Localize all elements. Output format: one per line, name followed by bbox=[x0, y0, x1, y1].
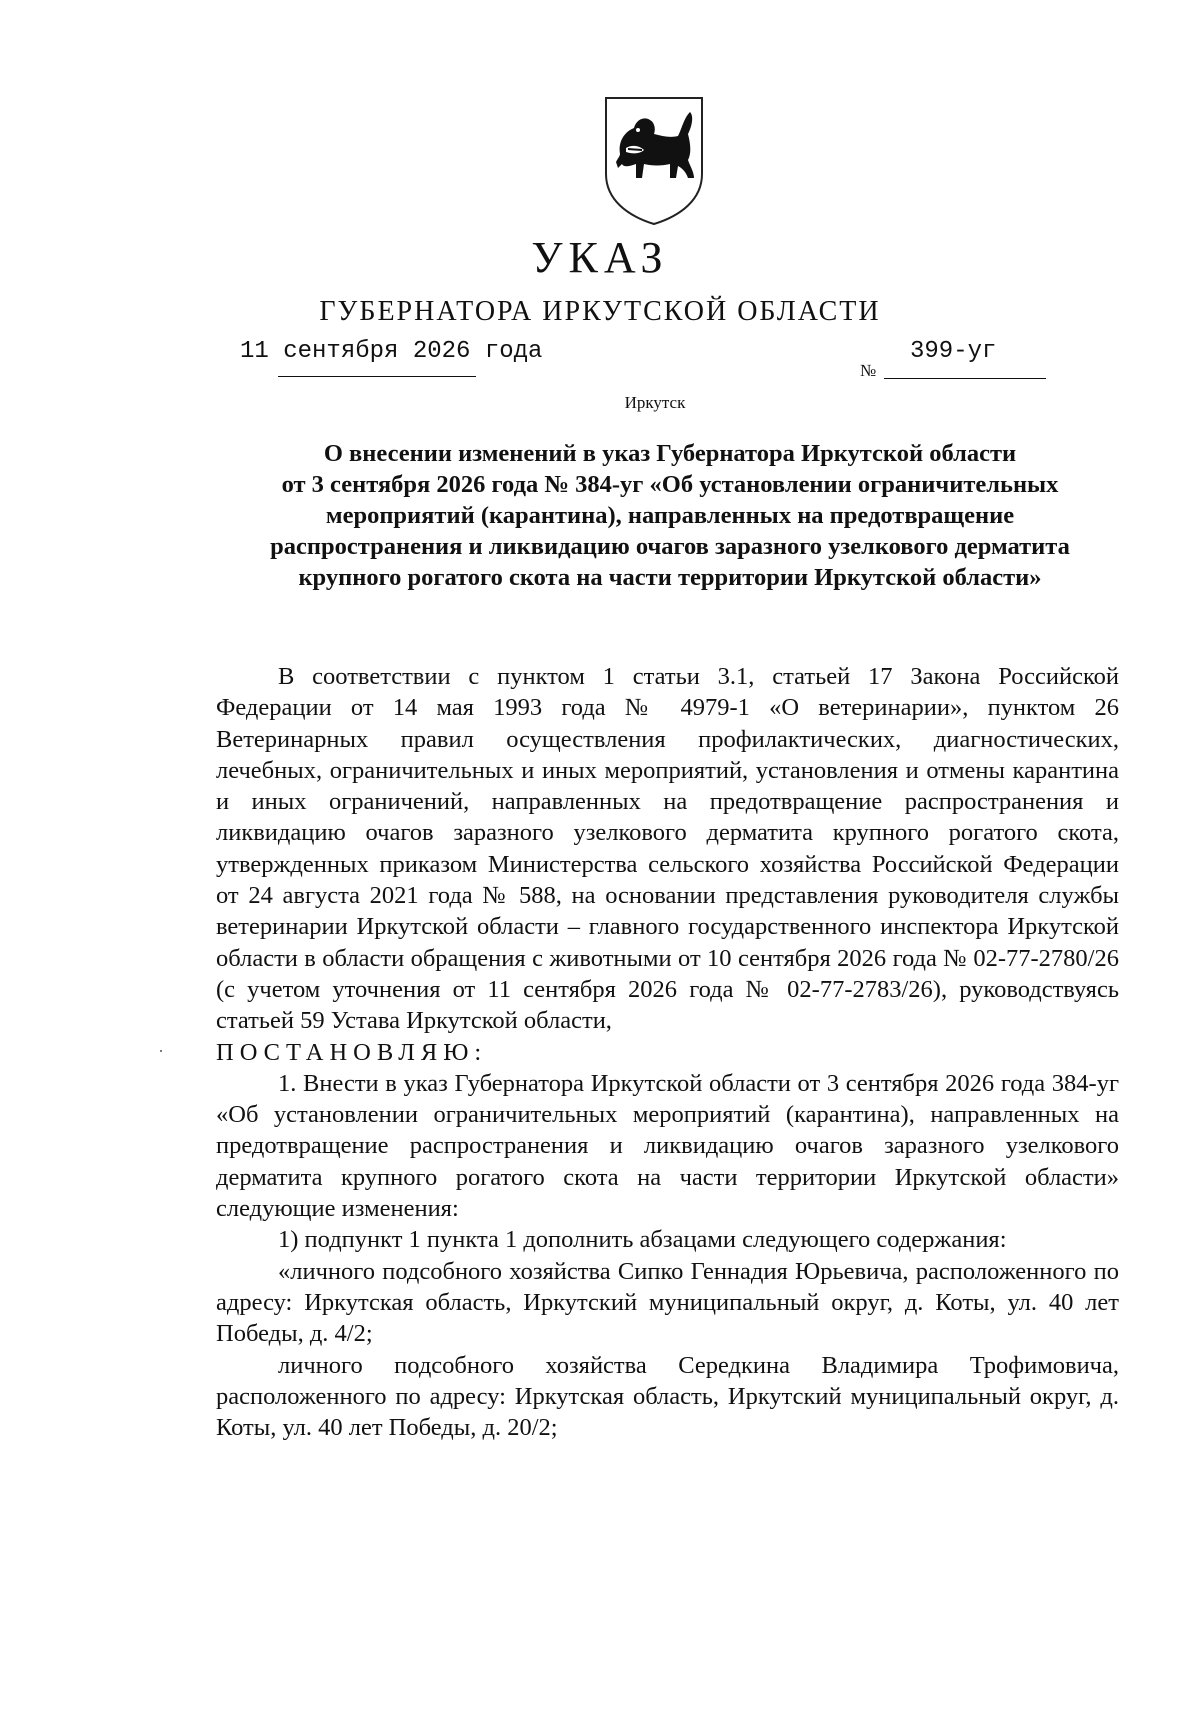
irkutsk-coat-of-arms-icon bbox=[598, 92, 710, 228]
document-body bbox=[216, 661, 1119, 1443]
document-subject bbox=[200, 438, 1140, 593]
number-sign: № bbox=[860, 361, 877, 380]
subject-line: О внесении изменений в указ Губернатора Иркутской области bbox=[323, 440, 1017, 467]
document-date: 11 сентября 2026 года bbox=[240, 338, 543, 365]
subject-line: распространения и ликвидацию очагов заразного узелкового дерматита bbox=[270, 533, 1070, 560]
date-underline bbox=[278, 376, 476, 377]
subitem-1-paragraph: 1) подпункт 1 пункта 1 дополнить абзацами следующего содержания: bbox=[278, 1226, 1007, 1254]
subject-line: мероприятий (карантина), направленных на предотвращение bbox=[325, 502, 1015, 529]
decree-word: ПОСТАНОВЛЯЮ: bbox=[216, 1038, 488, 1066]
document-issuer: ГУБЕРНАТОРА ИРКУТСКОЙ ОБЛАСТИ bbox=[319, 296, 881, 327]
subject-line: от 3 сентября 2026 года № 384-уг «Об установлении ограничительных bbox=[281, 471, 1059, 498]
subject-line: крупного рогатого скота на части территории Иркутской области» bbox=[298, 564, 1042, 591]
item-1-paragraph: 1. Внести в указ Губернатора Иркутской области от 3 сентября 2026 года 384-уг «Об установлении ограничительных мероприятий (карантина), направленных на предотвращение распространения и ликвидацию очагов заразного узелкового дерматита крупного рогатого скота на части территории Иркутской области» следующие изменения: bbox=[216, 1069, 1119, 1223]
document-city: Иркутск bbox=[624, 393, 686, 412]
farm-2-paragraph: личного подсобного хозяйства Середкина Владимира Трофимовича, расположенного по адресу: Иркутская область, Иркутский муниципальный округ, д. Коты, ул. 40 лет Победы, д. 20/2; bbox=[216, 1351, 1119, 1442]
farm-1-paragraph: «личного подсобного хозяйства Сипко Геннадия Юрьевича, расположенного по адресу: Иркутская область, Иркутский муниципальный округ, д. Коты, ул. 40 лет Победы, д. 4/2; bbox=[216, 1257, 1119, 1348]
scan-speck bbox=[160, 1050, 162, 1052]
number-underline bbox=[884, 378, 1046, 379]
document-title: УКАЗ bbox=[531, 233, 669, 282]
preamble-paragraph: В соответствии с пунктом 1 статьи 3.1, статьей 17 Закона Российской Федерации от 14 мая 1993 года № 4979-1 «О ветеринарии», пунктом 26 Ветеринарных правил осуществления профилактических, диагностических, лечебных, ограничительных и иных мероприятий, установления и отмены карантина и иных ограничений, направленных на предотвращение распространения и ликвидацию очагов заразного узелкового дерматита крупного рогатого скота, утвержденных приказом Министерства сельского хозяйства Российской Федерации от 24 августа 2021 года № 588, на основании представления руководителя службы ветеринарии Иркутской области – главного государственного инспектора Иркутской области в области обращения с животными от 10 сентября 2026 года № 02-77-2780/26 (с учетом уточнения от 11 сентября 2026 года № 02-77-2783/26), руководствуясь статьей 59 Устава Иркутской области, bbox=[216, 663, 1119, 1035]
document-number: 399-уг bbox=[910, 338, 997, 365]
